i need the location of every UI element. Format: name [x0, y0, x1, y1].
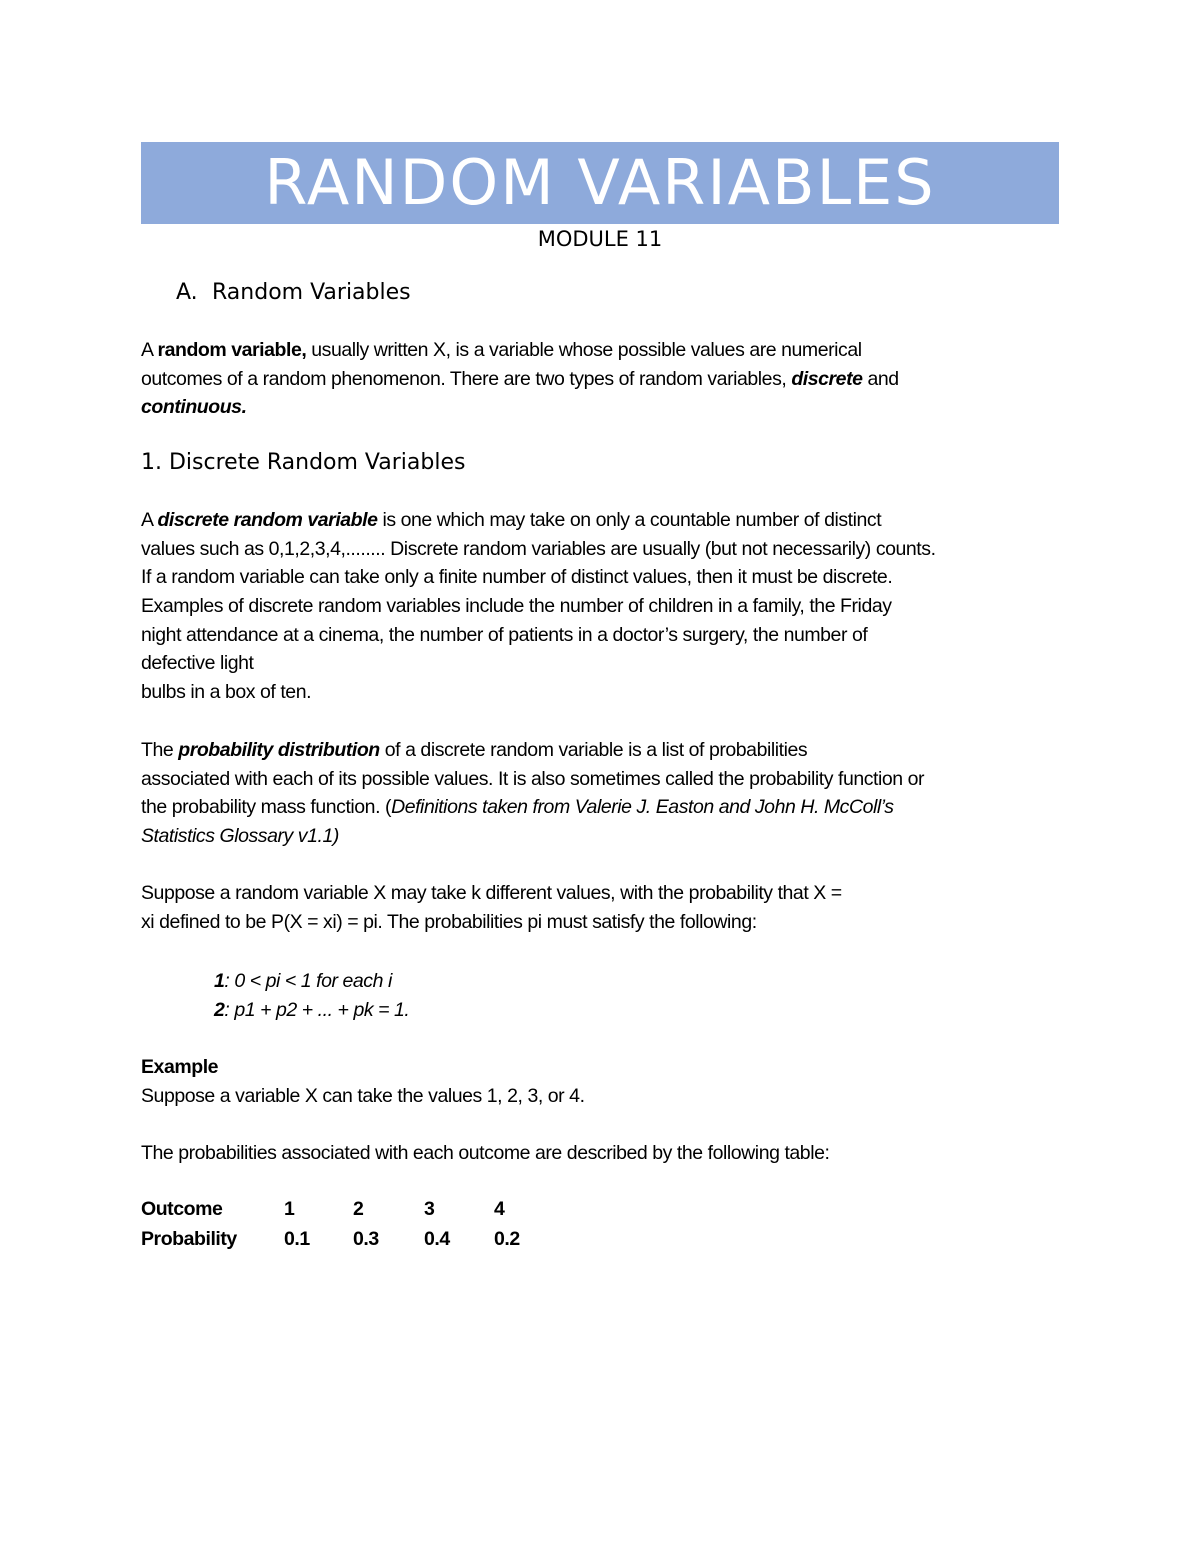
text-line: associated with each of its possible values. It is also sometimes called the probability function or: [141, 767, 925, 790]
text-run: A: [141, 339, 158, 361]
text-line: If a random variable can take only a finite number of distinct values, then it must be discrete.: [141, 566, 893, 589]
table-cell: 0.2: [494, 1227, 520, 1250]
section-a-heading: [176, 279, 411, 307]
term-continuous: continuous.: [141, 396, 247, 419]
term-discrete: discrete: [791, 367, 863, 390]
condition-1: [214, 967, 392, 996]
text-line: values such as 0,1,2,3,4,........ Discrete random variables are usually (but not necessarily) counts.: [141, 537, 936, 560]
text-line: Examples of discrete random variables include the number of children in a family, the Friday: [141, 595, 892, 618]
probability-distribution-paragraph: [141, 736, 1071, 851]
table-cell: 3: [424, 1198, 435, 1220]
discrete-paragraph: [141, 506, 1071, 707]
text-line: Suppose a variable X can take the values 1, 2, 3, or 4.: [141, 1084, 585, 1107]
citation-text: Definitions taken from Valerie J. Easton and John H. McColl’s: [391, 796, 894, 819]
citation-text: Statistics Glossary v1.1): [141, 825, 339, 848]
table-cell: 2: [353, 1198, 364, 1220]
intro-paragraph: [141, 336, 1071, 422]
table-cell: 0.3: [353, 1227, 379, 1250]
section-a-title: Random Variables: [212, 280, 411, 305]
term-discrete-random-variable: discrete random variable: [157, 509, 378, 531]
text-run: usually written X, is a variable whose possible values are numerical: [306, 339, 862, 361]
text-run: The: [141, 739, 179, 761]
text-line: The probabilities associated with each outcome are described by the following table:: [141, 1142, 830, 1164]
row-header: Probability: [141, 1227, 237, 1250]
condition-number: 2: [214, 999, 225, 1021]
example-heading: Example: [141, 1056, 219, 1078]
section-a-number: A.: [176, 280, 198, 305]
text-line: Suppose a random variable X may take k different values, with the probability that X =: [141, 882, 842, 904]
text-line: defective light: [141, 652, 254, 675]
table-cell: 0.4: [424, 1227, 450, 1250]
suppose-paragraph: [141, 879, 1071, 936]
text-line: night attendance at a cinema, the number of patients in a doctor’s surgery, the number of: [141, 623, 868, 646]
condition-text: : 0 < pi < 1 for each i: [224, 970, 392, 992]
text-line: bulbs in a box of ten.: [141, 681, 312, 704]
module-subtitle: MODULE 11: [537, 227, 663, 251]
example-section: [141, 1053, 1071, 1110]
text-line: xi defined to be P(X = xi) = pi. The probabilities pi must satisfy the following:: [141, 910, 757, 933]
table-cell: 1: [284, 1198, 295, 1220]
text-run: is one which may take on only a countable number of distinct: [377, 509, 882, 531]
title-banner: [141, 142, 1059, 224]
condition-text: : p1 + p2 + ... + pk = 1.: [224, 999, 410, 1021]
term-random-variable: random variable,: [157, 339, 307, 361]
document-title: RANDOM VARIABLES: [264, 146, 936, 219]
table-intro: [141, 1139, 1071, 1168]
term-probability-distribution: probability distribution: [178, 739, 380, 761]
text-run: the probability mass function. (: [141, 796, 392, 819]
section-1-heading: 1. Discrete Random Variables: [141, 450, 466, 475]
text-run: and: [862, 367, 899, 390]
text-run: outcomes of a random phenomenon. There are two types of random variables,: [141, 367, 792, 390]
table-cell: 0.1: [284, 1227, 310, 1250]
row-header: Outcome: [141, 1198, 223, 1220]
table-cell: 4: [494, 1198, 505, 1220]
condition-2: [214, 996, 409, 1025]
condition-number: 1: [214, 970, 225, 992]
text-run: A: [141, 509, 158, 531]
text-run: of a discrete random variable is a list of probabilities: [379, 739, 808, 761]
